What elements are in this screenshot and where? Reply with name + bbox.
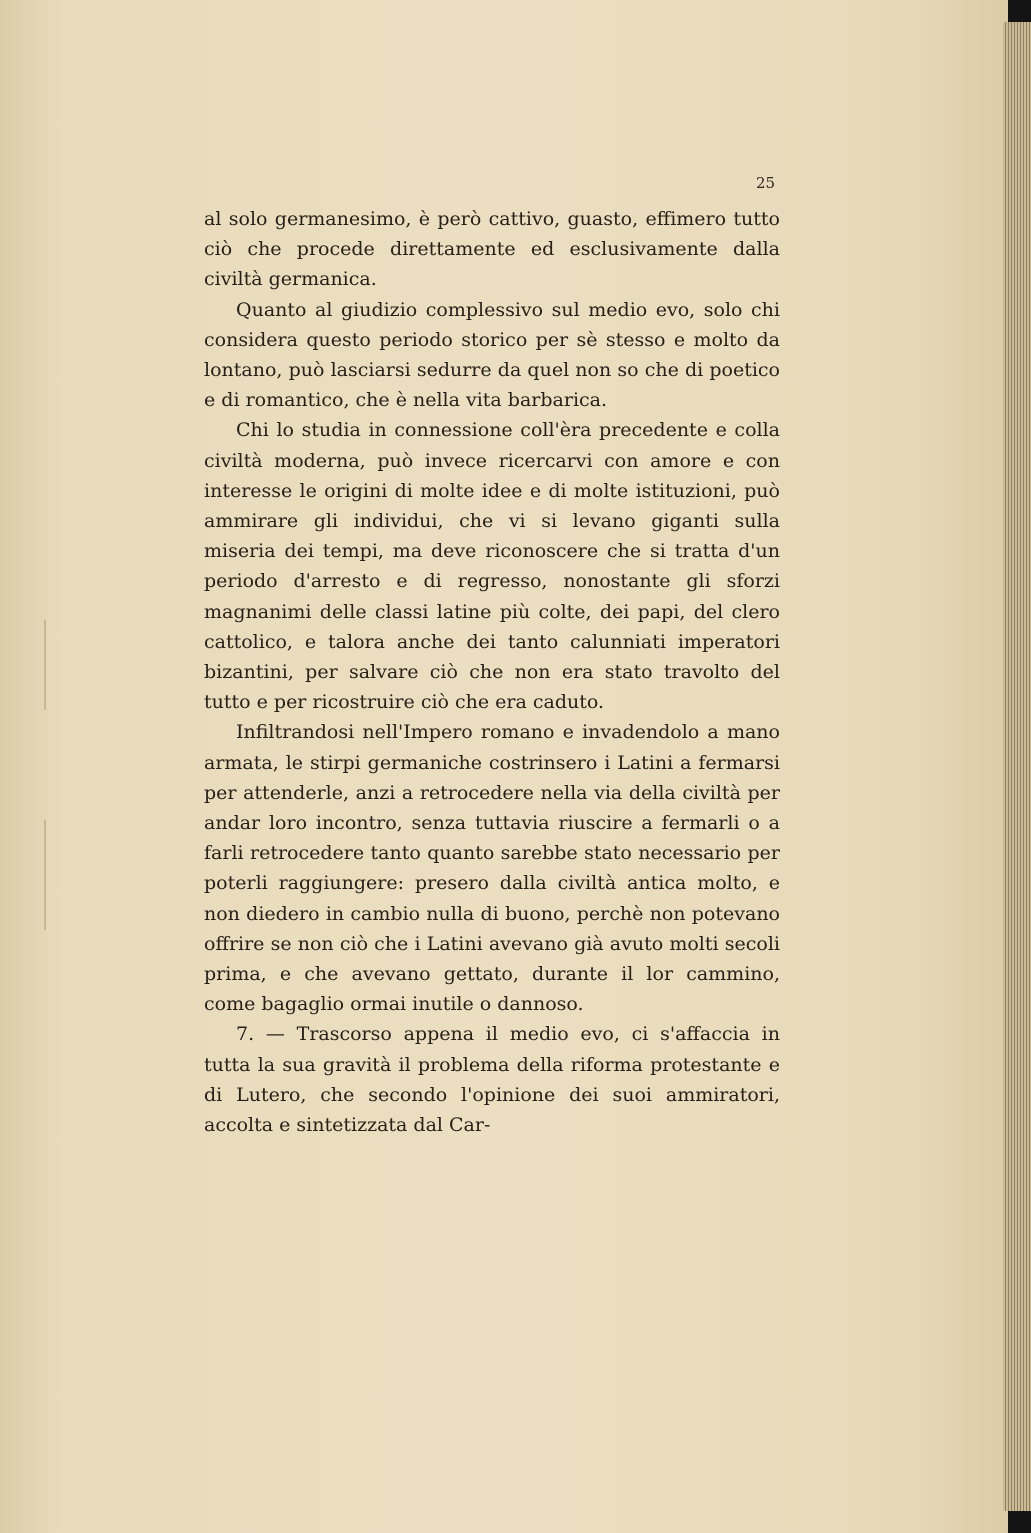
paragraph: Chi lo studia in connessione coll'èra precedente e colla civiltà moderna, può invece ricercarvi con amore e con interesse le origini di molte idee e di molte istituzioni, può ammirare gli individui, che vi si levano giganti sulla miseria dei tempi, ma deve riconoscere che si tratta d'un periodo d'arresto e di regresso, nonostante gli sforzi magnanimi delle classi latine più colte, dei papi, del clero cattolico, e talora anche dei tanto calunniati imperatori bizantini, per salvare ciò che non era stato travolto del tutto e per ricostruire ciò che era caduto. (204, 419, 780, 714)
gutter-mark (44, 620, 46, 710)
gutter-mark (44, 820, 46, 930)
paragraph: Infiltrandosi nell'Impero romano e invadendolo a mano armata, le stirpi germaniche costrinsero i Latini a fermarsi per attenderle, anzi a retrocedere nella via della civiltà per andar loro incontro, senza tuttavia riuscire a fermarli o a farli retrocedere tanto quanto sarebbe stato necessario per poterli raggiungere: presero dalla civiltà antica molto, e non diedero in cambio nulla di buono, perchè non potevano offrire se non ciò che i Latini avevano già avuto molti secoli prima, e che avevano gettato, durante il lor cammino, come bagaglio ormai inutile o dannoso. (204, 721, 780, 1016)
paragraph: Quanto al giudizio complessivo sul medio evo, solo chi considera questo periodo storico per sè stesso e molto da lontano, può lasciarsi sedurre da quel non so che di poetico e di romantico, che è nella vita barbarica. (204, 298, 780, 412)
paragraph: 7. — Trascorso appena il medio evo, ci s'affaccia in tutta la sua gravità il problema della riforma protestante e di Lutero, che secondo l'opinione dei suoi ammiratori, accolta e sintetizzata dal Car- (204, 1023, 780, 1137)
page-number: 25 (756, 174, 776, 192)
page-edges (1003, 22, 1031, 1511)
paragraph: al solo germanesimo, è però cattivo, guasto, effimero tutto ciò che procede direttamente ed esclusivamente dalla civiltà germanica. (204, 208, 780, 291)
body-text (204, 204, 780, 1140)
